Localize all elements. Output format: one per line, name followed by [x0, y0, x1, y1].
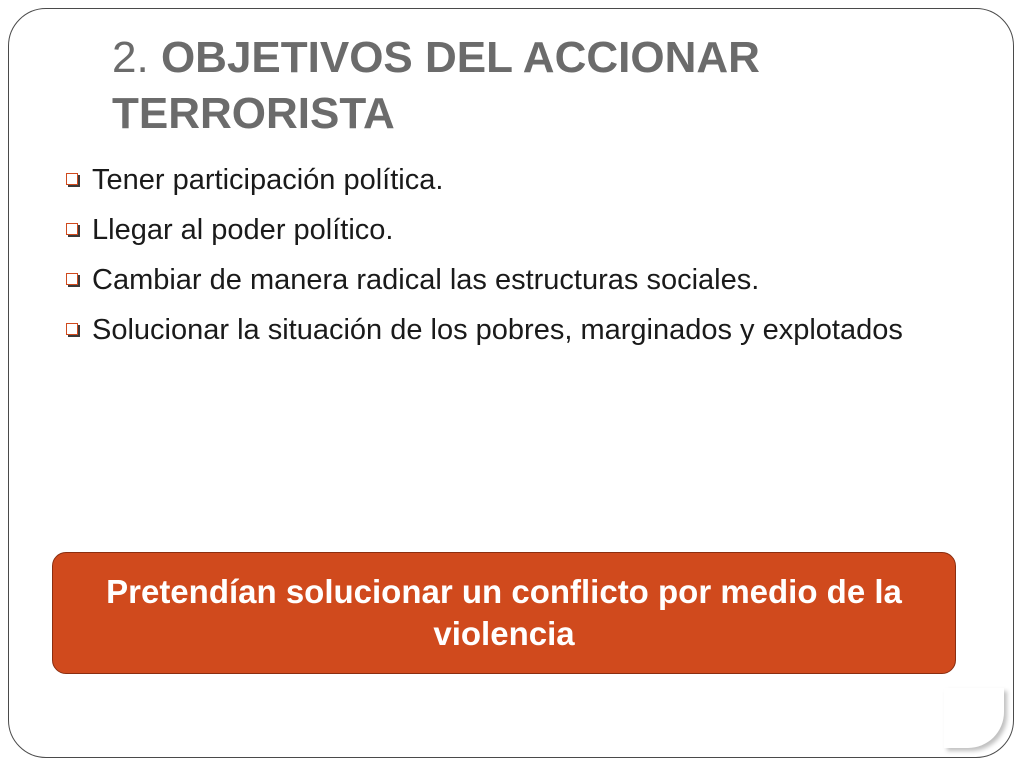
slide-corner-shadow [944, 688, 1004, 748]
title-number: 2. [112, 33, 149, 82]
callout-text: Pretendían solucionar un conflicto por medio de la violencia [106, 573, 902, 652]
hollow-square-bullet-icon [66, 223, 78, 235]
hollow-square-bullet-icon [66, 273, 78, 285]
bullet-text: Llegar al poder político. [92, 214, 394, 246]
bullet-text: Solucionar la situación de los pobres, marginados y explotados [92, 314, 903, 346]
bullet-text: Cambiar de manera radical las estructuras sociales. [92, 264, 760, 296]
list-item [64, 310, 964, 350]
hollow-square-bullet-icon [66, 173, 78, 185]
hollow-square-bullet-icon [66, 323, 78, 335]
bullet-text: Tener participación política. [92, 164, 444, 196]
list-item [64, 260, 964, 300]
slide-title [112, 30, 972, 142]
list-item [64, 210, 964, 250]
list-item [64, 160, 964, 200]
bullet-list [64, 160, 964, 360]
callout-box [52, 552, 956, 674]
title-text: OBJETIVOS DEL ACCIONAR TERRORISTA [112, 33, 760, 138]
